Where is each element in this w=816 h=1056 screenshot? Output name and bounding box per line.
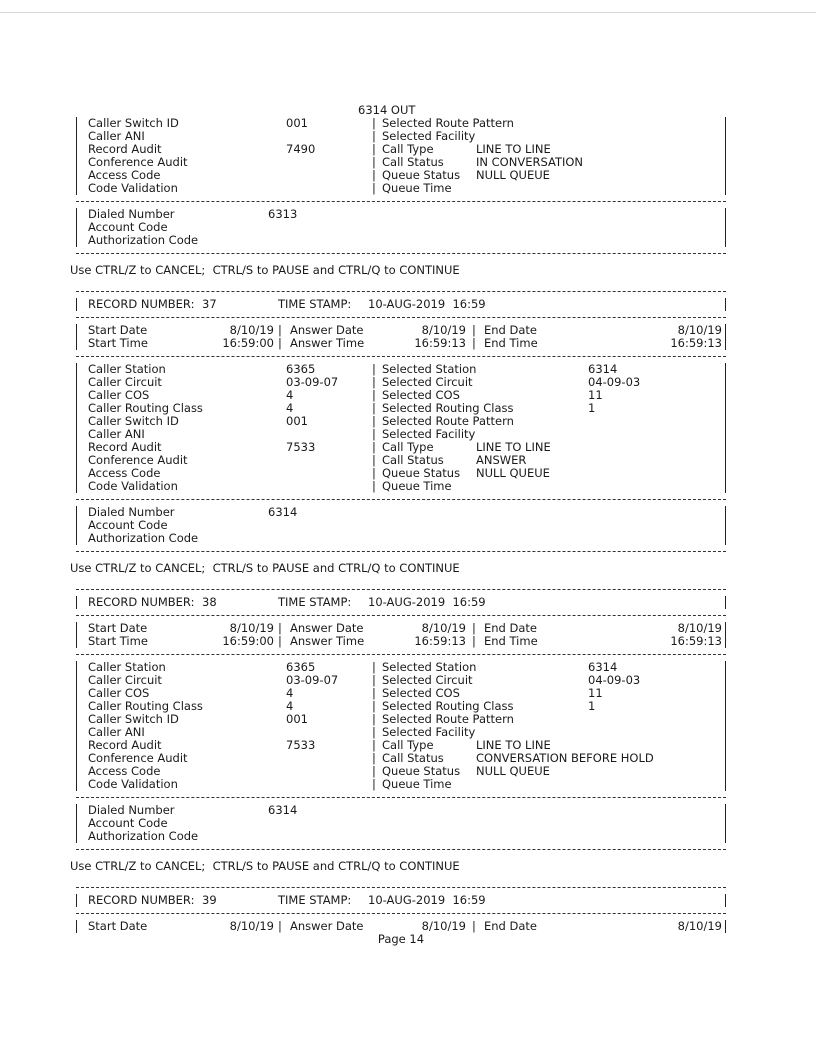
call-type-label: Call Type bbox=[382, 738, 434, 752]
access-code-label: Access Code bbox=[88, 466, 161, 480]
call-status-value: CONVERSATION BEFORE HOLD bbox=[476, 751, 654, 765]
selected-cos-value: 11 bbox=[588, 686, 603, 700]
dash-line bbox=[76, 356, 726, 357]
auth-row bbox=[82, 234, 726, 247]
dialed-row bbox=[82, 506, 726, 519]
selected-routing-class-value: 1 bbox=[588, 699, 596, 713]
caller-field-label: Conference Audit bbox=[88, 155, 188, 169]
box-left-border bbox=[76, 506, 77, 545]
caller-field-label: Caller ANI bbox=[88, 129, 145, 143]
end-date-value: 8/10/19 bbox=[677, 919, 722, 933]
column-separator: | bbox=[472, 323, 476, 337]
column-separator: | bbox=[372, 181, 376, 195]
dialed-number-label: Dialed Number bbox=[88, 207, 175, 221]
column-separator: | bbox=[372, 440, 376, 454]
call-type-value: LINE TO LINE bbox=[476, 440, 551, 454]
record-header-row bbox=[82, 298, 726, 311]
start-date-value: 8/10/19 bbox=[229, 919, 274, 933]
caller-field-label: Caller Switch ID bbox=[88, 116, 179, 130]
caller-routing-class-value: 4 bbox=[286, 699, 294, 713]
column-separator: | bbox=[472, 621, 476, 635]
page-number: Page 14 bbox=[377, 932, 425, 946]
cancel-message-text: Use CTRL/Z to CANCEL; CTRL/S to PAUSE and CTRL/Q to CONTINUE bbox=[70, 859, 460, 873]
box-left-border bbox=[76, 804, 77, 843]
access-code-label: Access Code bbox=[88, 764, 161, 778]
auth-row bbox=[82, 830, 726, 843]
queue-status-label: Queue Status bbox=[382, 466, 461, 480]
authorization-code-label: Authorization Code bbox=[88, 531, 199, 545]
caller-field-label: Record Audit bbox=[88, 142, 162, 156]
selected-field-label: Queue Time bbox=[382, 181, 452, 195]
selected-station-value: 6314 bbox=[588, 660, 618, 674]
selected-station-value: 6314 bbox=[588, 362, 618, 376]
column-separator: | bbox=[472, 634, 476, 648]
dash-line bbox=[76, 654, 726, 655]
column-separator: | bbox=[372, 388, 376, 402]
start-date-label: Start Date bbox=[88, 323, 148, 337]
column-separator: | bbox=[372, 116, 376, 130]
caller-ani-label: Caller ANI bbox=[88, 725, 145, 739]
dash-line bbox=[76, 615, 726, 616]
answer-time-value: 16:59:13 bbox=[414, 336, 466, 350]
caller-cos-value: 4 bbox=[286, 686, 294, 700]
column-separator: | bbox=[372, 168, 376, 182]
selected-field-value: IN CONVERSATION bbox=[476, 155, 584, 169]
caller-field-label: Access Code bbox=[88, 168, 161, 182]
column-separator: | bbox=[372, 466, 376, 480]
time-stamp-value: 10-AUG-2019 16:59 bbox=[368, 297, 486, 311]
end-time-label: End Time bbox=[484, 634, 538, 648]
queue-status-label: Queue Status bbox=[382, 764, 461, 778]
selected-field-label: Call Status bbox=[382, 155, 444, 169]
record-date-row bbox=[82, 622, 726, 635]
selected-circuit-label: Selected Circuit bbox=[382, 673, 473, 687]
selected-station-label: Selected Station bbox=[382, 660, 477, 674]
box-left-border bbox=[76, 363, 77, 493]
column-separator: | bbox=[372, 686, 376, 700]
start-date-label: Start Date bbox=[88, 919, 148, 933]
call-type-label: Call Type bbox=[382, 440, 434, 454]
answer-time-value: 16:59:13 bbox=[414, 634, 466, 648]
selected-field-label: Queue Status bbox=[382, 168, 461, 182]
dash-line bbox=[76, 797, 726, 798]
column-separator: | bbox=[278, 621, 282, 635]
end-time-label: End Time bbox=[484, 336, 538, 350]
record-audit-value: 7533 bbox=[286, 738, 316, 752]
caller-routing-class-label: Caller Routing Class bbox=[88, 401, 203, 415]
record-39-header bbox=[76, 894, 726, 907]
column-separator: | bbox=[278, 634, 282, 648]
detail-row bbox=[82, 778, 726, 791]
answer-date-value: 8/10/19 bbox=[421, 621, 466, 635]
continuation-detail-block bbox=[76, 117, 726, 195]
box-left-border bbox=[76, 661, 77, 791]
column-separator: | bbox=[372, 673, 376, 687]
box-left-border bbox=[76, 596, 77, 609]
detail-row bbox=[82, 480, 726, 493]
selected-facility-label: Selected Facility bbox=[382, 427, 476, 441]
column-separator: | bbox=[372, 479, 376, 493]
continuation-note: 6314 OUT bbox=[358, 103, 416, 117]
answer-date-label: Answer Date bbox=[290, 621, 364, 635]
call-type-value: LINE TO LINE bbox=[476, 738, 551, 752]
start-date-label: Start Date bbox=[88, 621, 148, 635]
column-separator: | bbox=[372, 414, 376, 428]
queue-status-value: NULL QUEUE bbox=[476, 764, 550, 778]
column-separator: | bbox=[372, 712, 376, 726]
start-time-label: Start Time bbox=[88, 634, 148, 648]
column-separator: | bbox=[372, 129, 376, 143]
selected-route-pattern-label: Selected Route Pattern bbox=[382, 712, 514, 726]
record-dialed bbox=[76, 506, 726, 545]
record-audit-label: Record Audit bbox=[88, 440, 162, 454]
account-code-label: Account Code bbox=[88, 220, 168, 234]
record-detail bbox=[76, 661, 726, 791]
selected-routing-class-label: Selected Routing Class bbox=[382, 699, 514, 713]
end-date-label: End Date bbox=[484, 323, 537, 337]
end-date-value: 8/10/19 bbox=[677, 323, 722, 337]
column-separator: | bbox=[278, 323, 282, 337]
end-time-value: 16:59:13 bbox=[670, 336, 722, 350]
selected-field-label: Call Type bbox=[382, 142, 434, 156]
dash-line bbox=[76, 551, 726, 552]
code-validation-label: Code Validation bbox=[88, 777, 178, 791]
record-header-row bbox=[82, 894, 726, 907]
divider bbox=[76, 609, 726, 622]
selected-circuit-label: Selected Circuit bbox=[382, 375, 473, 389]
code-validation-label: Code Validation bbox=[88, 479, 178, 493]
caller-routing-class-value: 4 bbox=[286, 401, 294, 415]
caller-station-label: Caller Station bbox=[88, 660, 166, 674]
record-number-value: 38 bbox=[202, 595, 217, 609]
box-left-border bbox=[76, 324, 77, 350]
divider bbox=[76, 907, 726, 920]
answer-date-label: Answer Date bbox=[290, 323, 364, 337]
call-detail-report-page bbox=[70, 103, 726, 946]
column-separator: | bbox=[372, 751, 376, 765]
account-code-label: Account Code bbox=[88, 816, 168, 830]
time-stamp-label: TIME STAMP: bbox=[278, 893, 352, 907]
end-date-label: End Date bbox=[484, 919, 537, 933]
call-status-label: Call Status bbox=[382, 453, 444, 467]
caller-switch-id-label: Caller Switch ID bbox=[88, 414, 179, 428]
queue-status-value: NULL QUEUE bbox=[476, 466, 550, 480]
record-detail bbox=[76, 363, 726, 493]
dash-line bbox=[76, 849, 726, 850]
caller-circuit-value: 03-09-07 bbox=[286, 673, 339, 687]
selected-field-value: NULL QUEUE bbox=[476, 168, 550, 182]
records-list bbox=[70, 285, 726, 881]
record-dates bbox=[76, 622, 726, 648]
column-separator: | bbox=[278, 336, 282, 350]
start-time-value: 16:59:00 bbox=[222, 634, 274, 648]
column-separator: | bbox=[372, 453, 376, 467]
column-separator: | bbox=[372, 155, 376, 169]
caller-station-label: Caller Station bbox=[88, 362, 166, 376]
dialed-row bbox=[82, 208, 726, 221]
column-separator: | bbox=[372, 725, 376, 739]
authorization-code-label: Authorization Code bbox=[88, 829, 199, 843]
record-dates bbox=[76, 324, 726, 350]
selected-routing-class-value: 1 bbox=[588, 401, 596, 415]
dash-line bbox=[76, 589, 726, 590]
time-stamp-label: TIME STAMP: bbox=[278, 297, 352, 311]
page-number-row bbox=[76, 933, 726, 946]
record-header bbox=[76, 298, 726, 311]
caller-cos-label: Caller COS bbox=[88, 686, 150, 700]
column-separator: | bbox=[372, 142, 376, 156]
queue-time-label: Queue Time bbox=[382, 777, 452, 791]
cancel-message-text: Use CTRL/Z to CANCEL; CTRL/S to PAUSE and CTRL/Q to CONTINUE bbox=[70, 263, 460, 277]
selected-circuit-value: 04-09-03 bbox=[588, 673, 641, 687]
caller-switch-id-value: 001 bbox=[286, 414, 308, 428]
cancel-message bbox=[70, 859, 726, 873]
answer-date-value: 8/10/19 bbox=[421, 919, 466, 933]
time-stamp-label: TIME STAMP: bbox=[278, 595, 352, 609]
caller-ani-label: Caller ANI bbox=[88, 427, 145, 441]
caller-cos-value: 4 bbox=[286, 388, 294, 402]
box-left-border bbox=[76, 622, 77, 648]
queue-time-label: Queue Time bbox=[382, 479, 452, 493]
record-header-row bbox=[82, 596, 726, 609]
selected-field-label: Selected Facility bbox=[382, 129, 476, 143]
column-separator: | bbox=[372, 777, 376, 791]
selected-facility-label: Selected Facility bbox=[382, 725, 476, 739]
answer-time-label: Answer Time bbox=[290, 336, 365, 350]
spacer bbox=[76, 575, 726, 583]
answer-date-label: Answer Date bbox=[290, 919, 364, 933]
column-separator: | bbox=[372, 427, 376, 441]
caller-cos-label: Caller COS bbox=[88, 388, 150, 402]
time-stamp-value: 10-AUG-2019 16:59 bbox=[368, 893, 486, 907]
caller-field-value: 001 bbox=[286, 116, 308, 130]
caller-switch-id-value: 001 bbox=[286, 712, 308, 726]
divider bbox=[76, 545, 726, 558]
dialed-number-label: Dialed Number bbox=[88, 505, 175, 519]
record-date-row bbox=[82, 635, 726, 648]
column-separator: | bbox=[472, 336, 476, 350]
dialed-number-value: 6314 bbox=[268, 803, 298, 817]
record-number-label: RECORD NUMBER: bbox=[88, 893, 195, 907]
answer-date-value: 8/10/19 bbox=[421, 323, 466, 337]
selected-cos-label: Selected COS bbox=[382, 686, 460, 700]
column-separator: | bbox=[372, 738, 376, 752]
selected-field-label: Selected Route Pattern bbox=[382, 116, 514, 130]
record-number-label: RECORD NUMBER: bbox=[88, 595, 195, 609]
column-separator: | bbox=[372, 764, 376, 778]
selected-cos-label: Selected COS bbox=[382, 388, 460, 402]
conference-audit-label: Conference Audit bbox=[88, 453, 188, 467]
call-status-value: ANSWER bbox=[476, 453, 527, 467]
account-code-label: Account Code bbox=[88, 518, 168, 532]
time-stamp-value: 10-AUG-2019 16:59 bbox=[368, 595, 486, 609]
record-audit-value: 7533 bbox=[286, 440, 316, 454]
record-dialed bbox=[76, 804, 726, 843]
continuation-row bbox=[82, 182, 726, 195]
dialed-number-label: Dialed Number bbox=[88, 803, 175, 817]
selected-routing-class-label: Selected Routing Class bbox=[382, 401, 514, 415]
spacer bbox=[76, 873, 726, 881]
record-header bbox=[76, 596, 726, 609]
conference-audit-label: Conference Audit bbox=[88, 751, 188, 765]
cancel-message-text: Use CTRL/Z to CANCEL; CTRL/S to PAUSE and CTRL/Q to CONTINUE bbox=[70, 561, 460, 575]
start-date-value: 8/10/19 bbox=[229, 621, 274, 635]
dash-line bbox=[76, 499, 726, 500]
column-separator: | bbox=[372, 362, 376, 376]
caller-field-value: 7490 bbox=[286, 142, 316, 156]
caller-circuit-label: Caller Circuit bbox=[88, 673, 162, 687]
answer-time-label: Answer Time bbox=[290, 634, 365, 648]
dash-line bbox=[76, 317, 726, 318]
end-date-value: 8/10/19 bbox=[677, 621, 722, 635]
start-time-label: Start Time bbox=[88, 336, 148, 350]
end-date-label: End Date bbox=[484, 621, 537, 635]
caller-switch-id-label: Caller Switch ID bbox=[88, 712, 179, 726]
continuation-dialed-block bbox=[76, 208, 726, 247]
caller-station-value: 6365 bbox=[286, 362, 316, 376]
divider bbox=[76, 843, 726, 856]
selected-field-value: LINE TO LINE bbox=[476, 142, 551, 156]
start-date-value: 8/10/19 bbox=[229, 323, 274, 337]
record-39-date-row: Start Date 8/10/19 | Answer Date 8/10/19 | End Date 8/10/19 bbox=[88, 919, 722, 933]
cancel-message bbox=[70, 561, 726, 575]
caller-field-label: Code Validation bbox=[88, 181, 178, 195]
selected-station-label: Selected Station bbox=[382, 362, 477, 376]
auth-row bbox=[82, 532, 726, 545]
end-time-value: 16:59:13 bbox=[670, 634, 722, 648]
column-separator: | bbox=[372, 660, 376, 674]
record-number-label: RECORD NUMBER: bbox=[88, 297, 195, 311]
dialed-number-value: 6313 bbox=[268, 207, 298, 221]
divider bbox=[76, 311, 726, 324]
selected-route-pattern-label: Selected Route Pattern bbox=[382, 414, 514, 428]
cancel-message bbox=[70, 263, 726, 277]
start-time-value: 16:59:00 bbox=[222, 336, 274, 350]
caller-routing-class-label: Caller Routing Class bbox=[88, 699, 203, 713]
record-date-row bbox=[82, 337, 726, 350]
record-number-value: 39 bbox=[202, 893, 217, 907]
dialed-number-value: 6314 bbox=[268, 505, 298, 519]
column-separator: | bbox=[372, 401, 376, 415]
record-audit-label: Record Audit bbox=[88, 738, 162, 752]
selected-cos-value: 11 bbox=[588, 388, 603, 402]
scan-top-edge bbox=[0, 12, 816, 13]
column-separator: | bbox=[372, 699, 376, 713]
box-left-border bbox=[76, 298, 77, 311]
caller-circuit-label: Caller Circuit bbox=[88, 375, 162, 389]
selected-circuit-value: 04-09-03 bbox=[588, 375, 641, 389]
column-separator: | bbox=[372, 375, 376, 389]
caller-circuit-value: 03-09-07 bbox=[286, 375, 339, 389]
record-date-row bbox=[82, 324, 726, 337]
record-number-value: 37 bbox=[202, 297, 217, 311]
call-status-label: Call Status bbox=[382, 751, 444, 765]
authorization-code-label: Authorization Code bbox=[88, 233, 199, 247]
dialed-row bbox=[82, 804, 726, 817]
dash-line bbox=[76, 291, 726, 292]
divider bbox=[76, 247, 726, 260]
caller-station-value: 6365 bbox=[286, 660, 316, 674]
